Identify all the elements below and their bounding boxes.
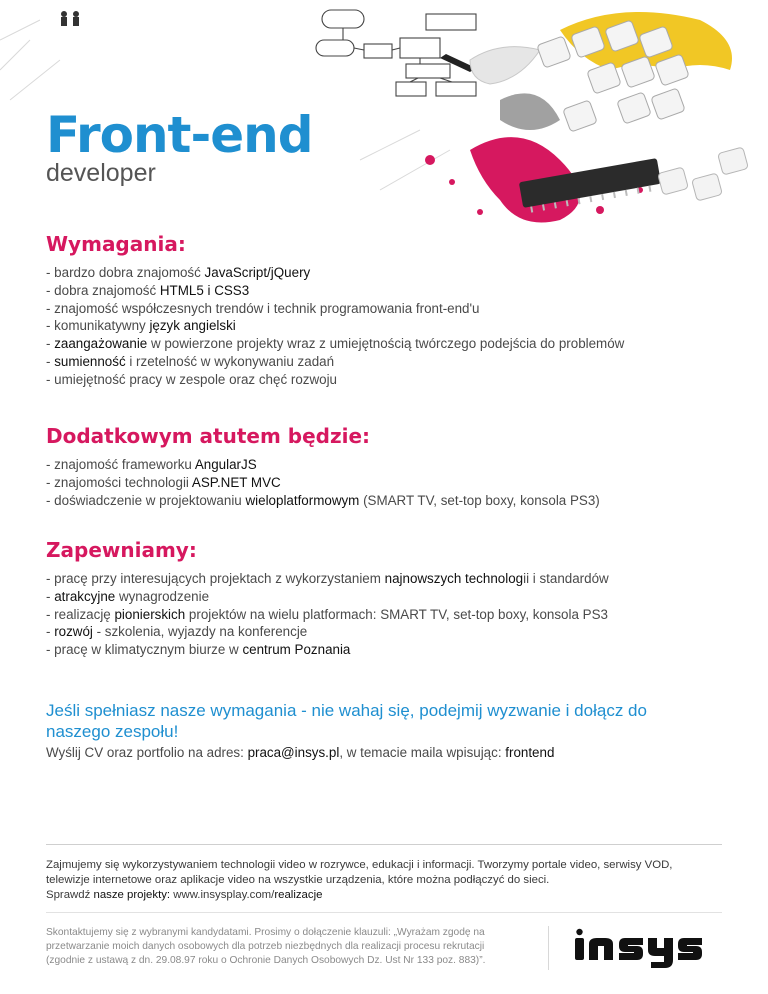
privacy-clause: Skontaktujemy się z wybranymi kandydatami. Prosimy o dołączenie klauzuli: „Wyrażam zgodę na przetwarzanie moich danych osobowych dla potrzeb niezbędnych dla realizacji procesu rekrutacji (zgodnie z ustawą z dn. 29.08.97 roku o Ochronie Danych Osobowych Dz. Ust Nr 133 poz. 883)”. [46,927,486,966]
list-item: - znajomość frameworku AngularJS [46,457,257,472]
bonus-section [46,424,746,509]
about-company: Zajmujemy się wykorzystywaniem technologii video w rozrywce, edukacji i informacji. Tworzymy portale video, serwisy VOD, telewizje internetowe oraz aplikacje video na wszystkie urządzenia, które można podłączyć do sieci. Sprawdź nasze projekty: www.insysplay.com/realizacje [46,859,673,901]
list-item: - pracę przy interesujących projektach z wykorzystaniem najnowszych technologii i standardów [46,571,609,586]
requirements-heading: Wymagania: [46,232,186,256]
list-item: - komunikatywny język angielski [46,318,236,334]
flowchart-sketch [316,10,476,96]
email-link[interactable]: praca@insys.pl [247,745,340,760]
cta-contact-line: Wyślij CV oraz portfolio na adres: praca@insys.pl, w temacie maila wpisując: frontend [46,745,555,760]
call-to-action [46,700,686,762]
requirements-list [46,264,746,389]
mail-subject: frontend [505,745,555,760]
projects-link[interactable]: www.insysplay.com/realizacje [170,889,323,901]
title-block [46,108,313,186]
offer-section [46,538,746,659]
figurines-icon [61,11,79,26]
cta-heading: Jeśli spełniasz nasze wymagania - nie wahaj się, podejmij wyzwanie i dołącz do naszego zespołu! [46,701,647,741]
vertical-divider [548,926,549,970]
hand-pen-icon [440,47,540,84]
bonus-list [46,456,746,509]
list-item: - sumienność i rzetelność w wykonywaniu zadań [46,353,335,369]
list-item: - umiejętność pracy w zespole oraz chęć rozwoju [46,371,337,387]
list-item: - pracę w klimatycznym biurze w centrum Poznania [46,642,351,658]
list-item: - dobra znajomość HTML5 i CSS3 [46,282,250,298]
list-item: - zaangażowanie w powierzone projekty wraz z umiejętnością twórczego podejścia do problemów [46,336,625,352]
list-item: - rozwój - szkolenia, wyjazdy na konferencje [46,624,308,640]
divider [46,844,722,845]
divider [46,912,722,913]
keyboard-keys [537,20,690,132]
list-item: - bardzo dobra znajomość JavaScript/jQuery [46,265,311,280]
requirements-section [46,232,746,389]
list-item: - doświadczenie w projektowaniu wieloplatformowym (SMART TV, set-top boxy, konsola PS3) [46,492,600,508]
insys-logo [573,926,723,970]
page-title: Front-end [46,106,313,164]
offer-list [46,570,746,659]
list-item: - znajomość współczesnych trendów i technik programowania front-end'u [46,300,480,316]
list-item: - realizację pionierskich projektów na wielu platformach: SMART TV, set-top boxy, konsola PS3 [46,606,608,622]
bonus-heading: Dodatkowym atutem będzie: [46,424,371,448]
list-item: - atrakcyjne wynagrodzenie [46,588,210,604]
list-item: - znajomości technologii ASP.NET MVC [46,474,281,490]
page-subtitle: developer [46,159,156,187]
offer-heading: Zapewniamy: [46,538,197,562]
